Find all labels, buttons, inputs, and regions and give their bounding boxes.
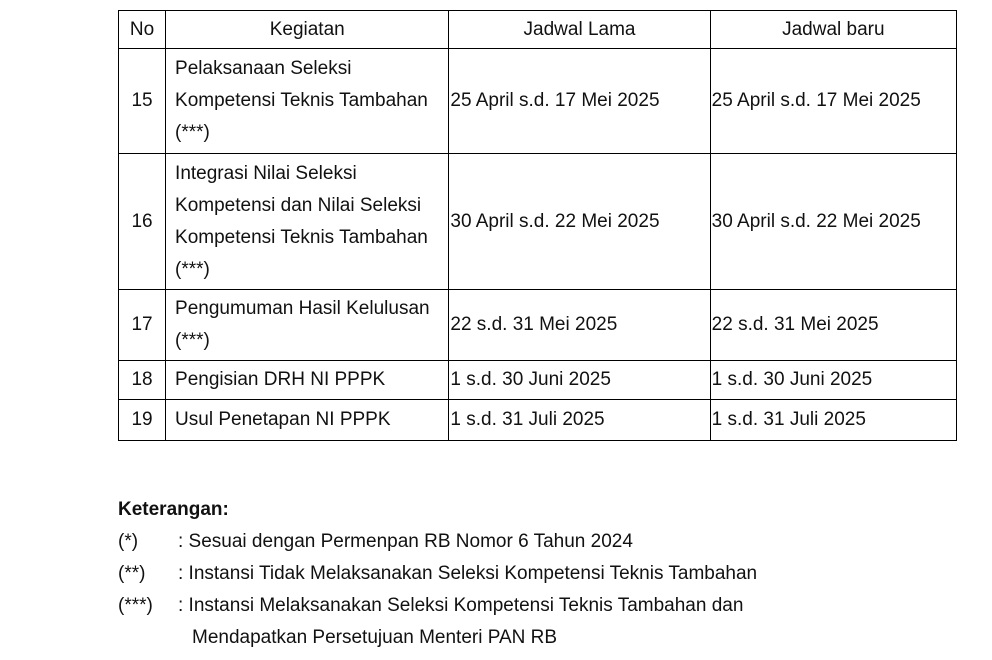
activity-cell: Integrasi Nilai Seleksi Kompetensi dan Nilai Seleksi Kompetensi Teknis Tambahan (***) xyxy=(166,154,449,290)
row-number: 18 xyxy=(119,361,166,400)
table-row xyxy=(119,361,957,400)
note-mark: (***) xyxy=(118,595,153,616)
old-schedule-cell: 30 April s.d. 22 Mei 2025 xyxy=(449,154,710,290)
table-row xyxy=(119,400,957,441)
note-mark: (**) xyxy=(118,563,146,584)
header-no: No xyxy=(119,11,166,49)
new-schedule-cell: 1 s.d. 30 Juni 2025 xyxy=(710,361,956,400)
notes-title: Keterangan: xyxy=(118,499,229,520)
header-jadwal-lama: Jadwal Lama xyxy=(449,11,710,49)
table-header-row xyxy=(119,11,957,49)
note-item xyxy=(118,590,958,622)
note-continuation: Mendapatkan Persetujuan Menteri PAN RB xyxy=(192,627,558,648)
note-mark: (*) xyxy=(118,531,139,552)
new-schedule-cell: 22 s.d. 31 Mei 2025 xyxy=(710,290,956,361)
new-schedule-cell: 25 April s.d. 17 Mei 2025 xyxy=(710,49,956,154)
row-number: 17 xyxy=(119,290,166,361)
old-schedule-cell: 22 s.d. 31 Mei 2025 xyxy=(449,290,710,361)
new-schedule-cell: 30 April s.d. 22 Mei 2025 xyxy=(710,154,956,290)
table-row xyxy=(119,290,957,361)
table-row xyxy=(119,49,957,154)
note-item xyxy=(118,526,958,558)
row-number: 19 xyxy=(119,400,166,441)
old-schedule-cell: 1 s.d. 30 Juni 2025 xyxy=(449,361,710,400)
old-schedule-cell: 25 April s.d. 17 Mei 2025 xyxy=(449,49,710,154)
table-row xyxy=(119,154,957,290)
activity-cell: Pengumuman Hasil Kelulusan (***) xyxy=(166,290,449,361)
note-text: : Sesuai dengan Permenpan RB Nomor 6 Tahun 2024 xyxy=(178,531,633,552)
note-text: : Instansi Tidak Melaksanakan Seleksi Kompetensi Teknis Tambahan xyxy=(178,563,758,584)
header-jadwal-baru: Jadwal baru xyxy=(710,11,956,49)
activity-cell: Usul Penetapan NI PPPK xyxy=(166,400,449,441)
note-item xyxy=(118,558,958,590)
header-kegiatan: Kegiatan xyxy=(166,11,449,49)
activity-cell: Pelaksanaan Seleksi Kompetensi Teknis Tambahan (***) xyxy=(166,49,449,154)
activity-cell: Pengisian DRH NI PPPK xyxy=(166,361,449,400)
new-schedule-cell: 1 s.d. 31 Juli 2025 xyxy=(710,400,956,441)
row-number: 16 xyxy=(119,154,166,290)
old-schedule-cell: 1 s.d. 31 Juli 2025 xyxy=(449,400,710,441)
notes-section xyxy=(118,494,958,654)
row-number: 15 xyxy=(119,49,166,154)
note-text: : Instansi Melaksanakan Seleksi Kompetensi Teknis Tambahan dan xyxy=(178,595,744,616)
schedule-table xyxy=(118,10,957,441)
